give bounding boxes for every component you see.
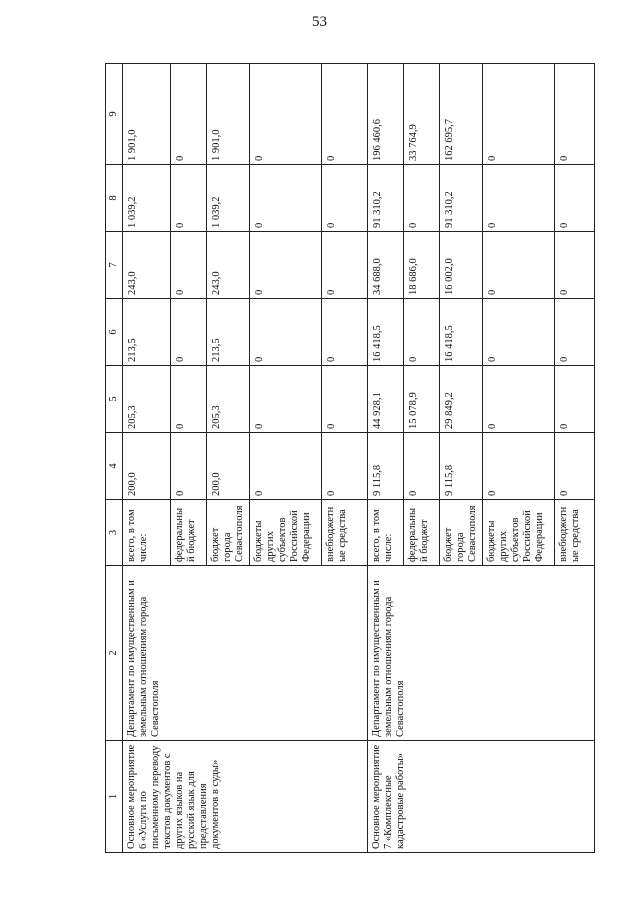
header-cell: 8 bbox=[106, 165, 123, 232]
value-cell: 0 bbox=[322, 299, 368, 366]
header-cell: 2 bbox=[106, 566, 123, 741]
value-cell: 18 686,0 bbox=[404, 232, 440, 299]
value-cell: 0 bbox=[404, 433, 440, 500]
value-cell: 213,5 bbox=[207, 299, 250, 366]
value-cell: 243,0 bbox=[207, 232, 250, 299]
source-cell: федеральный бюджет bbox=[404, 500, 440, 566]
value-cell: 16 418,5 bbox=[368, 299, 404, 366]
value-cell: 1 901,0 bbox=[207, 64, 250, 165]
value-cell: 0 bbox=[250, 366, 322, 433]
value-cell: 0 bbox=[322, 433, 368, 500]
value-cell: 0 bbox=[555, 433, 595, 500]
header-cell: 3 bbox=[106, 500, 123, 566]
value-cell: 1 039,2 bbox=[123, 165, 171, 232]
value-cell: 0 bbox=[322, 64, 368, 165]
value-cell: 205,3 bbox=[207, 366, 250, 433]
header-cell: 5 bbox=[106, 366, 123, 433]
source-cell: внебюджетные средства bbox=[555, 500, 595, 566]
rotated-table-container bbox=[105, 64, 590, 853]
value-cell: 29 849,2 bbox=[440, 366, 483, 433]
source-cell: внебюджетные средства bbox=[322, 500, 368, 566]
value-cell: 0 bbox=[404, 299, 440, 366]
value-cell: 0 bbox=[171, 433, 207, 500]
value-cell: 1 039,2 bbox=[207, 165, 250, 232]
value-cell: 44 928,1 bbox=[368, 366, 404, 433]
value-cell: 0 bbox=[555, 165, 595, 232]
value-cell: 162 695,7 bbox=[440, 64, 483, 165]
source-cell: бюджеты других субъектов Российской Федерации bbox=[250, 500, 322, 566]
value-cell: 91 310,2 bbox=[440, 165, 483, 232]
value-cell: 0 bbox=[171, 299, 207, 366]
source-cell: всего, в том числе: bbox=[368, 500, 404, 566]
budget-table bbox=[105, 63, 595, 853]
value-cell: 0 bbox=[171, 165, 207, 232]
value-cell: 0 bbox=[322, 165, 368, 232]
source-cell: бюджеты других субъектов Российской Федерации bbox=[483, 500, 555, 566]
value-cell: 0 bbox=[483, 433, 555, 500]
value-cell: 1 901,0 bbox=[123, 64, 171, 165]
source-cell: всего, в том числе: bbox=[123, 500, 171, 566]
value-cell: 15 078,9 bbox=[404, 366, 440, 433]
header-cell: 4 bbox=[106, 433, 123, 500]
header-cell: 9 bbox=[106, 64, 123, 165]
value-cell: 0 bbox=[250, 64, 322, 165]
value-cell: 0 bbox=[483, 165, 555, 232]
executor-cell: Департамент по имущественным и земельным отношениям города Севастополя bbox=[368, 566, 595, 741]
source-cell: бюджет города Севастополя bbox=[207, 500, 250, 566]
value-cell: 0 bbox=[250, 299, 322, 366]
value-cell: 0 bbox=[483, 64, 555, 165]
value-cell: 0 bbox=[483, 299, 555, 366]
value-cell: 0 bbox=[250, 433, 322, 500]
header-cell: 6 bbox=[106, 299, 123, 366]
value-cell: 33 764,9 bbox=[404, 64, 440, 165]
value-cell: 0 bbox=[250, 165, 322, 232]
value-cell: 34 688,0 bbox=[368, 232, 404, 299]
value-cell: 0 bbox=[322, 366, 368, 433]
value-cell: 213,5 bbox=[123, 299, 171, 366]
value-cell: 16 002,0 bbox=[440, 232, 483, 299]
activity-cell: Основное мероприятие 7 «Комплексные кадастровые работы» bbox=[368, 741, 595, 853]
value-cell: 0 bbox=[483, 366, 555, 433]
value-cell: 205,3 bbox=[123, 366, 171, 433]
header-cell: 7 bbox=[106, 232, 123, 299]
value-cell: 200,0 bbox=[123, 433, 171, 500]
value-cell: 9 115,8 bbox=[440, 433, 483, 500]
table-row bbox=[123, 64, 171, 853]
value-cell: 0 bbox=[322, 232, 368, 299]
executor-cell: Департамент по имущественным и земельным отношениям города Севастополя bbox=[123, 566, 368, 741]
value-cell: 0 bbox=[555, 366, 595, 433]
page-number: 53 bbox=[312, 14, 327, 30]
value-cell: 16 418,5 bbox=[440, 299, 483, 366]
value-cell: 0 bbox=[171, 366, 207, 433]
value-cell: 200,0 bbox=[207, 433, 250, 500]
value-cell: 91 310,2 bbox=[368, 165, 404, 232]
source-cell: бюджет города Севастополя bbox=[440, 500, 483, 566]
value-cell: 0 bbox=[404, 165, 440, 232]
header-cell: 1 bbox=[106, 741, 123, 853]
value-cell: 243,0 bbox=[123, 232, 171, 299]
source-cell: федеральный бюджет bbox=[171, 500, 207, 566]
value-cell: 0 bbox=[171, 64, 207, 165]
value-cell: 196 460,6 bbox=[368, 64, 404, 165]
table-row bbox=[368, 64, 404, 853]
value-cell: 9 115,8 bbox=[368, 433, 404, 500]
activity-cell: Основное мероприятие 6 «Услуги по письменному переводу текстов документов с других языков на русский язык для представления документов в суды» bbox=[123, 741, 368, 853]
header-row bbox=[106, 64, 123, 853]
value-cell: 0 bbox=[171, 232, 207, 299]
value-cell: 0 bbox=[250, 232, 322, 299]
value-cell: 0 bbox=[555, 64, 595, 165]
value-cell: 0 bbox=[555, 299, 595, 366]
value-cell: 0 bbox=[555, 232, 595, 299]
value-cell: 0 bbox=[483, 232, 555, 299]
